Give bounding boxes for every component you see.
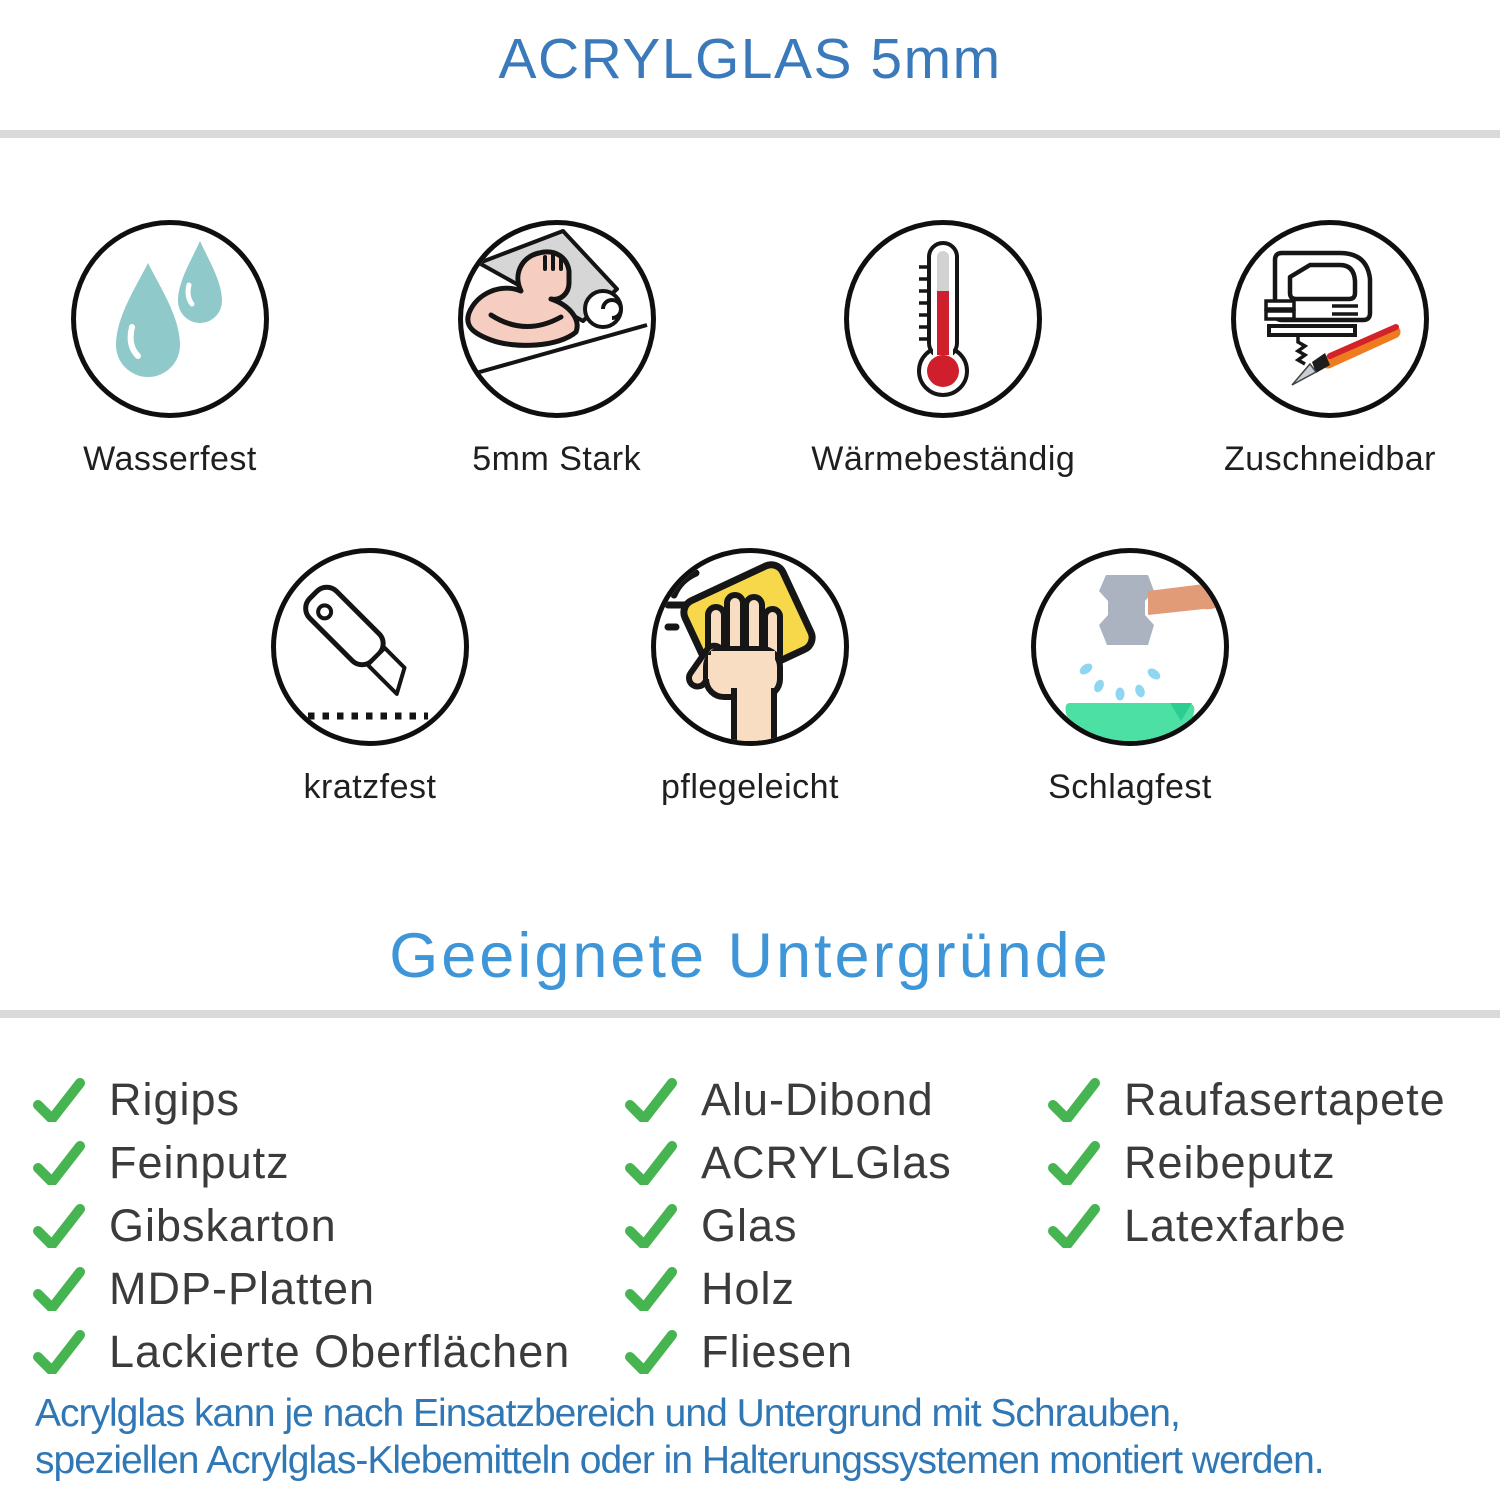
substrate-label: Gibskarton xyxy=(109,1199,337,1251)
check-icon xyxy=(33,1078,85,1122)
check-icon xyxy=(33,1267,85,1311)
substrate-list xyxy=(0,1068,1500,1388)
check-icon xyxy=(1048,1204,1100,1248)
check-icon xyxy=(33,1204,85,1248)
feature-row-2 xyxy=(0,548,1500,807)
substrate-column-1 xyxy=(33,1068,570,1383)
substrate-label: Alu-Dibond xyxy=(701,1073,934,1125)
substrate-label: Rigips xyxy=(109,1073,241,1125)
list-item xyxy=(33,1320,570,1383)
list-item xyxy=(33,1131,570,1194)
substrate-label: Raufasertapete xyxy=(1124,1073,1446,1125)
feature-label: Wasserfest xyxy=(83,440,257,478)
feature-label: 5mm Stark xyxy=(472,440,642,478)
mounting-note xyxy=(35,1390,1485,1484)
check-icon xyxy=(1048,1141,1100,1185)
cleaning-hand-icon xyxy=(651,548,849,746)
check-icon xyxy=(625,1267,677,1311)
check-icon xyxy=(625,1204,677,1248)
list-item xyxy=(625,1131,952,1194)
substrate-label: ACRYLGlas xyxy=(701,1136,952,1188)
section-title: Geeignete Untergründe xyxy=(389,921,1111,991)
substrate-column-2 xyxy=(625,1068,952,1383)
feature-waermebestaendig xyxy=(803,220,1083,479)
feature-label: Zuschneidbar xyxy=(1223,440,1436,478)
feature-label: Schlagfest xyxy=(1048,768,1212,806)
substrate-label: Reibeputz xyxy=(1124,1136,1336,1188)
hammer-icon xyxy=(1031,548,1229,746)
jigsaw-icon xyxy=(1231,220,1429,418)
list-item xyxy=(1048,1131,1446,1194)
mounting-note-line2: speziellen Acrylglas-Klebemitteln oder in Halterungssystemen montiert werden. xyxy=(35,1439,1324,1482)
substrate-label: Lackierte Oberflächen xyxy=(109,1325,571,1377)
substrate-label: Feinputz xyxy=(109,1136,290,1188)
check-icon xyxy=(33,1330,85,1374)
substrate-label: MDP-Platten xyxy=(109,1262,376,1314)
substrate-label: Glas xyxy=(701,1199,798,1251)
check-icon xyxy=(625,1141,677,1185)
feature-row-1 xyxy=(30,220,1470,479)
feature-pflegeleicht xyxy=(610,548,890,807)
feature-label: kratzfest xyxy=(303,768,437,806)
list-item xyxy=(33,1257,570,1320)
mounting-note-line1: Acrylglas kann je nach Einsatzbereich und Untergrund mit Schrauben, xyxy=(35,1392,1180,1435)
list-item xyxy=(625,1320,952,1383)
check-icon xyxy=(625,1330,677,1374)
water-drops-icon xyxy=(71,220,269,418)
utility-knife-icon xyxy=(271,548,469,746)
list-item xyxy=(625,1257,952,1320)
list-item xyxy=(1048,1194,1446,1257)
list-item xyxy=(33,1194,570,1257)
substrate-column-3 xyxy=(1048,1068,1446,1257)
muscle-arm-icon xyxy=(458,220,656,418)
substrate-label: Holz xyxy=(701,1262,796,1314)
check-icon xyxy=(1048,1078,1100,1122)
list-item xyxy=(625,1194,952,1257)
divider-top xyxy=(0,130,1500,138)
page-title: ACRYLGLAS 5mm xyxy=(498,27,1002,91)
list-item xyxy=(33,1068,570,1131)
feature-zuschneidbar xyxy=(1190,220,1470,479)
feature-kratzfest xyxy=(230,548,510,807)
feature-wasserfest xyxy=(30,220,310,479)
feature-5mm-stark xyxy=(417,220,697,479)
check-icon xyxy=(625,1078,677,1122)
list-item xyxy=(625,1068,952,1131)
substrate-label: Latexfarbe xyxy=(1124,1199,1347,1251)
feature-schlagfest xyxy=(990,548,1270,807)
feature-label: Wärmebeständig xyxy=(811,440,1076,478)
check-icon xyxy=(33,1141,85,1185)
feature-label: pflegeleicht xyxy=(660,768,839,806)
substrate-label: Fliesen xyxy=(701,1325,854,1377)
divider-section xyxy=(0,1010,1500,1018)
thermometer-icon xyxy=(844,220,1042,418)
list-item xyxy=(1048,1068,1446,1131)
